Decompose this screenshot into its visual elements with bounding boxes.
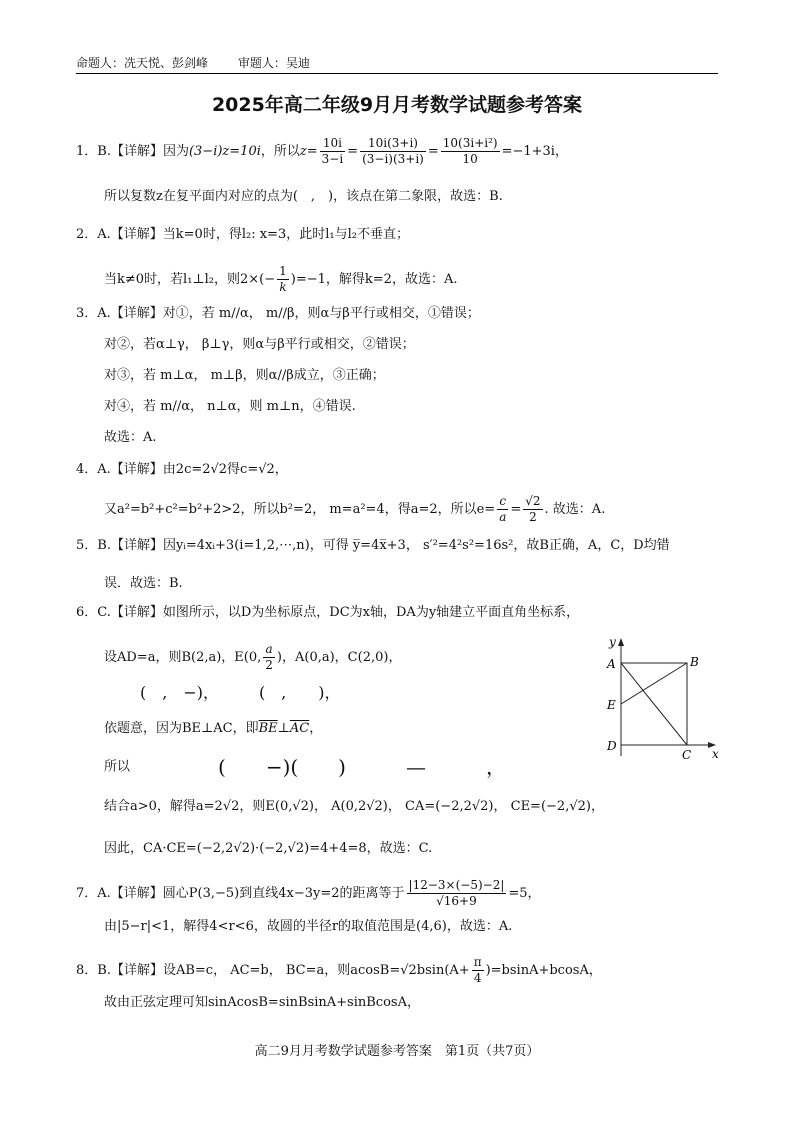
q6-line7: 因此，CA·CE=(−2,2√2)·(−2,√2)=4+4=8，故选：C. [104,841,433,856]
q6-line2 [104,642,401,673]
q8-frac: $\frac{\pi}{4}$ [473,955,482,985]
q3-line3: 对③，若 m⊥α， m⊥β，则α//β成立，③正确； [104,368,385,383]
page-footer: 高二9月月考数学试题参考答案 第1页（共7页） [254,1044,540,1059]
q6-line1: 6．C.【详解】如图所示，以D为坐标原点，DC为x轴，DA为y轴建立平面直角坐标系， [76,605,580,620]
q7-frac: $\frac{|12-3\times(-5)-2|}{√16+9}$ [408,878,505,908]
q6-lead: 设AD=a，则B(2,a)，E(0, [104,650,262,665]
q6-cond: 依题意，因为BE⊥AC，即 [104,721,259,736]
label-y: y [609,635,616,649]
q2-lead: 当k≠0时，若l₁⊥l₂，则2×(− [104,272,276,287]
page-title: 2025年高二年级9月月考数学试题参考答案 [211,94,583,116]
q1-so: ，所以 [260,144,300,159]
q6-vec-be: $\overline{BE}$ [258,721,278,736]
q1-frac1: $\frac{10i}{3-i}$ [321,136,344,166]
q6-line6: 结合a>0，解得a=2√2，则E(0,√2)， A(0,2√2)， CA=(−2,2√2)， CE=(−2,√2)， [104,799,604,814]
q7-line1 [76,878,541,909]
q1-given: (3−i)z=10i [188,144,261,159]
label-d: D [607,739,617,753]
q3-line4: 对④，若 m//α， n⊥α，则 m⊥n，④错误. [104,399,356,414]
q4-frac1: $\frac{c}{a}$ [499,494,507,524]
q6-line4 [104,720,322,738]
q4-frac2: $\frac{√2}{2}$ [525,494,541,524]
q6-vec-ac: $\overline{AC}$ [289,721,310,736]
q1-line1 [76,136,568,167]
q4-eq: = [510,502,522,517]
q1-result: =−1+3i， [501,144,568,159]
q6-so: 所以 [104,759,131,775]
reviewer-label: 审题人：吴迪 [237,56,310,70]
q2-line1: 2．A.【详解】当k=0时，得l₂: x=3，此时l₁与l₂不垂直； [76,227,409,242]
q1-frac2: $\frac{10i(3+i)}{(3-i)(3+i)}$ [362,136,424,166]
label-a: A [607,657,616,671]
label-c: C [682,748,692,762]
q3-line1: 3．A.【详解】对①，若 m//α， m//β，则α与β平行或相交，①错误； [76,306,480,321]
q1-eq2: = [427,144,439,159]
q1-eq1: = [347,144,359,159]
q8-result: )=bsinA+bcosA， [485,963,602,978]
segment-be [621,663,687,704]
q6-line3: ( , −)， ( , )， [140,683,341,702]
setter-label: 命题人：冼天悦、彭剑峰 [76,56,209,70]
q2-line2 [104,264,457,295]
header [76,54,336,71]
q8-line1 [76,955,602,986]
q5-line2: 误．故选：B. [104,576,183,591]
q2-result: )=−1，解得k=2，故选：A. [290,272,458,287]
q7-lead: 7．A.【详解】圆心P(3,−5)到直线4x−3y=2的距离等于 [76,886,405,901]
q4-lead: 又a²=b²+c²=b²+2>2，所以b²=2， m=a²=4，得a=2，所以e= [104,502,496,517]
q6-dot-eq: ( −)( ) — ， [218,755,506,779]
q7-result: =5， [508,886,541,901]
q8-line2: 故由正弦定理可知sinAcosB=sinBsinA+sinBcosA， [104,995,420,1010]
y-axis-arrow [618,638,624,646]
q1-line2: 所以复数z在复平面内对应的点为( , )，该点在第二象限，故选：B. [104,189,503,204]
q3-line2: 对②，若α⊥γ， β⊥γ，则α与β平行或相交，②错误； [104,337,415,352]
q2-frac: $\frac{1}{k}$ [279,264,287,294]
segment-ac [621,663,687,745]
q6-frac: $\frac{a}{2}$ [265,642,273,672]
label-b: B [690,655,699,669]
q1-lead: 1．B.【详解】因为 [76,144,189,159]
q4-result: . 故选：A. [544,502,606,517]
q6-perp: ⊥ [277,721,290,736]
coordinate-figure [600,632,725,762]
q7-line2: 由|5−r|<1，解得4<r<6，故圆的半径r的取值范围是(4,6)，故选：A. [104,919,513,934]
q8-lead: 8．B.【详解】设AB=c， AC=b， BC=a，则acosB=√2bsin(A+ [76,963,470,978]
q6-comma: ， [309,721,323,736]
q1-frac3: $\frac{\text{10(3i+i²)}}{10}$ [442,136,498,166]
q6-line5 [104,755,506,779]
q3-line5: 故选：A. [104,430,157,445]
q6-points: )，A(0,a)，C(2,0)， [276,650,402,665]
label-e: E [607,698,616,712]
header-rule [76,73,718,74]
q4-line2 [104,494,605,525]
q1-z: z= [299,144,318,159]
q4-line1: 4．A.【详解】由2c=2√2得c=√2， [76,462,288,477]
q5-line1: 5．B.【详解】因yᵢ=4xᵢ+3(i=1,2,⋯,n)，可得 y̅=4x̅+3， s′²=4²s²=16s²，故B正确，A，C，D均错 [76,538,670,553]
label-x: x [712,747,719,761]
